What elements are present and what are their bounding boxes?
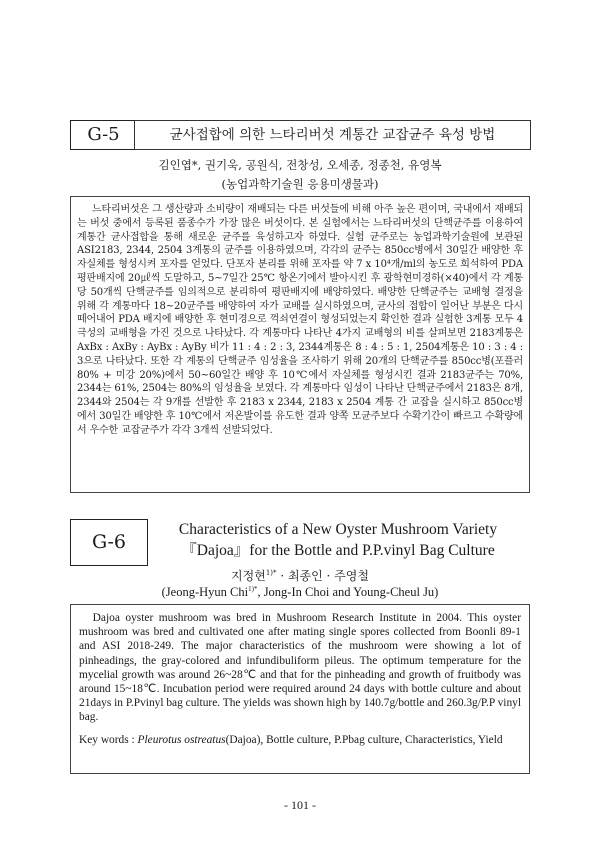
authors-english-g6 (0, 585, 600, 600)
keywords-species: Pleurotus ostreatus (137, 733, 226, 746)
page-number: - 101 - (284, 798, 316, 812)
author-lead-sup-english: 1)* (248, 584, 258, 593)
affiliation-g5: (농업과학기술원 응용미생물과) (221, 177, 379, 191)
entry-code-box-g5 (70, 120, 137, 150)
entry-title-g6-line1: Characteristics of a New Oyster Mushroom Variety (178, 521, 498, 538)
authors-korean-g6 (0, 567, 600, 584)
entry-code-box-g6 (70, 519, 148, 566)
author-lead-korean: 지정현 (231, 569, 266, 583)
keywords-g6 (79, 733, 521, 747)
entry-title-box-g5 (134, 120, 531, 150)
entry-title-g6-line2: 『Dajoa』for the Bottle and P.P.vinyl Bag Culture (181, 542, 495, 559)
authors-korean-rest: · 최종인 · 주영철 (276, 569, 369, 583)
entry-code-g6: G-6 (91, 531, 127, 553)
authors-english-rest: , Jong-In Choi and Young-Cheul Ju) (257, 585, 439, 599)
abstract-box-g6 (70, 604, 530, 774)
authors-g5: 김인엽*, 권기욱, 공원식, 전창성, 오세종, 정종천, 유영복 (158, 158, 442, 172)
abstract-text-g5: 느타리버섯은 그 생산량과 소비량이 재배되는 다른 버섯들에 비해 아주 높은 편이며, 국내에서 재배되는 버섯 중에서 등록된 품종수가 가장 많은 버섯이다. 본 실험에서는 느타리버섯의 단핵균주를 이용하여 계통간 균사접합을 통해 새로운 균주를 육성하고자 하였다. 실험 균주로는 농업과학기술원에 보관된 ASI2183, 2344, 2504 3계통의 균주를 이용하였으며, 각각의 균주는 850cc병에서 30일간 배양한 후 자실체를 형성시켜 포자를 얻었다. 단포자 분리를 위해 포자를 약 7 x 10⁴개/ml의 농도로 희석하여 PDA 평판배지에 20㎕씩 도말하고, 5~7일간 25℃ 항온기에서 발아시킨 후 광학현미경하(×40)에서 각 계통 당 50개씩 단핵균주를 임의적으로 분리하여 평판배지에 배양하였다. 배양한 단핵균주는 교배형 결정을 위해 각 계통마다 18~20균주를 배양하여 자가 교배를 실시하였으며, 균사의 접합이 일어난 부분은 다시 떼어내어 PDA 배지에 배양한 후 현미경으로 꺽쇠연결이 형성되었는지 확인한 결과 실험한 3계통 모두 4극성의 교배형을 가진 것으로 나타났다. 각 계통마다 나타난 4가지 교배형의 비를 살펴보면 2183계통은 AxBx : AxBy : AyBx : AyBy 비가 11 : 4 : 2 : 3, 2344계통은 8 : 4 : 5 : 1, 2504계통은 10 : 3 : 4 : 3으로 나타났다. 또한 각 계통의 단핵균주 임성율을 조사하기 위해 20개의 단핵균주를 850cc병(포플러 80% + 미강 20%)에서 50~60일간 배양 후 10℃에서 자실체를 형성시킨 결과 2183균주는 70%, 2344는 61%, 2504는 80%의 임성율을 보였다. 각 계통마다 임성이 나타난 단핵균주에서 2183은 8개, 2344와 2504는 각 9개를 선발한 후 2183 x 2344, 2183 x 2504 계통 간 교잡을 실시하고 850cc병에서 30일간 배양한 후 10℃에서 저온발이를 유도한 결과 양쪽 모균주보다 수확기간이 빠르고 수확량에서 우수한 교잡균주가 각각 3개씩 선발되었다. (77, 204, 523, 436)
keywords-label: Key words : (79, 733, 138, 746)
abstract-box-g5 (70, 196, 530, 493)
entry-code-g5: G-5 (87, 124, 120, 145)
abstract-text-g6: Dajoa oyster mushroom was bred in Mushroom Research Institute in 2004. This oyster mushroom was bred and cultivated one after mating single spores collected from Boonli 89-1 and ASI 2018-249. The major characteristics of the mushroom were showing a lot of pinheadings, the gray-colored and infundibuliform pileus. The optimum temperature for the mycelial growth was around 26~28℃ and that for the pinheading and growth of fruitbody was around 15~18℃. Incubation period were required around 24 days with bottle culture and about 21days in P.Pvinyl bag culture. The yields was shown high by 140.7g/bottle and 260.3g/P.P vinyl bag. (79, 612, 522, 724)
author-lead-sup-korean: 1)* (265, 569, 277, 577)
keywords-list: (Dajoa), Bottle culture, P.Pbag culture, Characteristics, Yield (225, 733, 503, 746)
entry-title-g5: 균사접합에 의한 느타리버섯 계통간 교잡균주 육성 방법 (169, 127, 496, 143)
author-lead-english: (Jeong-Hyun Chi (161, 585, 249, 599)
